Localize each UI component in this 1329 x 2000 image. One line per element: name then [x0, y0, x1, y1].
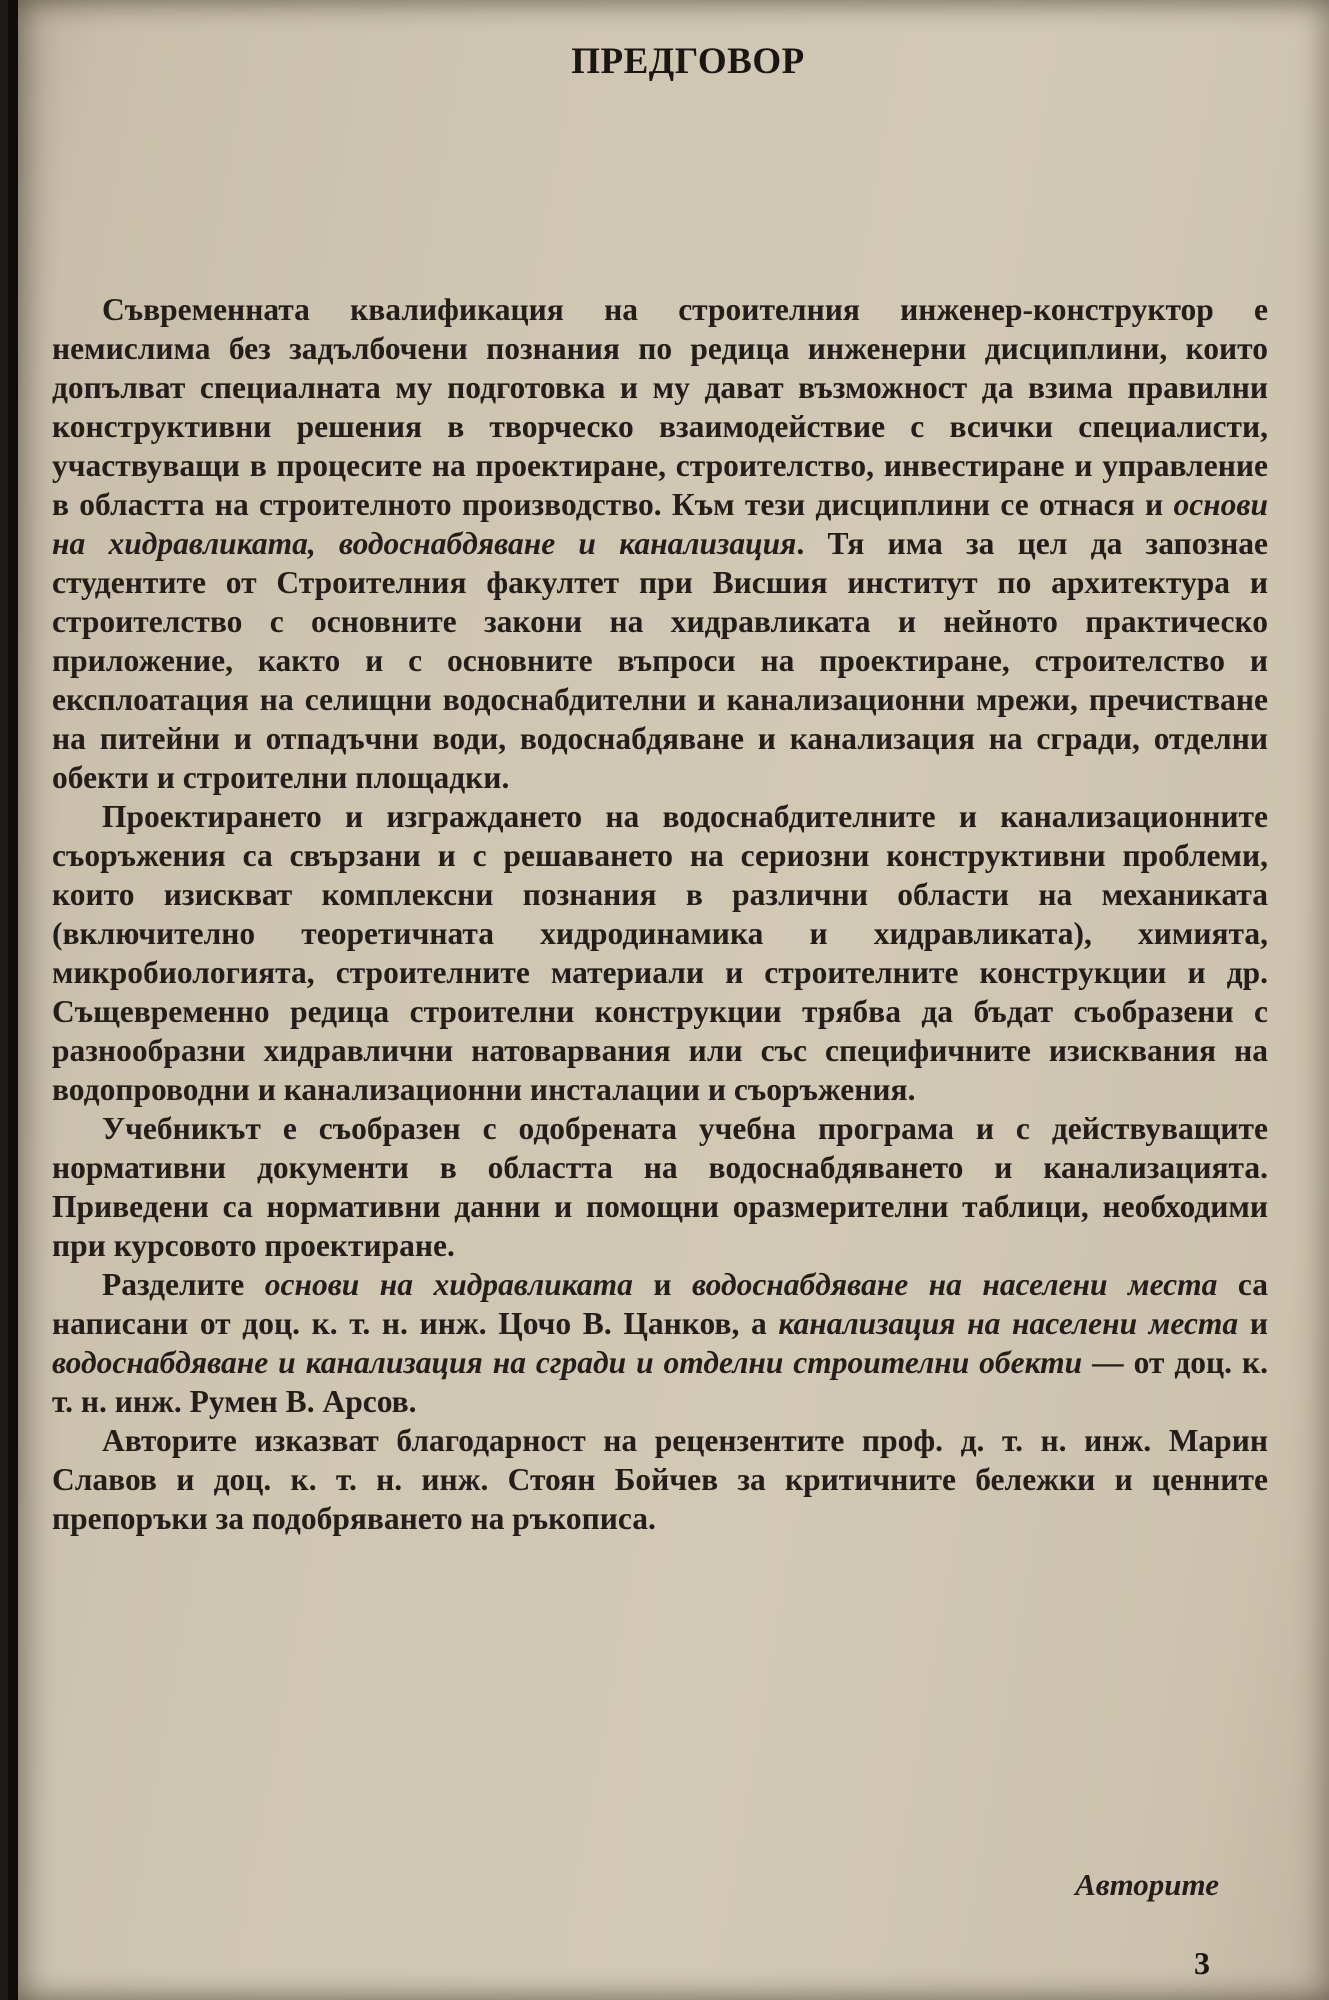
- text-run: Съвременната квалификация на строителния инженер-конструктор е немислима без задълбочени познания по редица инженерни дисциплини, които допълват специалната му подготовка и му дават възможност да взима правилни конструктивни решения в творческо взаимодействие с всички специалисти, участвуващи в процесите на проектиране, строителство, инвестиране и управление в областта на строителното производство. Към тези дисциплини се отнася и: [52, 292, 1268, 522]
- text-run: — от доц. к. т. н. инж. Румен В. Арсов.: [52, 1345, 1268, 1419]
- italic-term: водоснабдяване и канализация на сгради и отделни строителни обекти: [52, 1345, 1083, 1380]
- signature: Авторите: [1075, 1867, 1219, 1902]
- text-run: и: [632, 1267, 692, 1302]
- preface-text: [52, 290, 1268, 1538]
- book-page: [8, 0, 1329, 2000]
- italic-term: водоснабдяване на населени места: [691, 1267, 1218, 1302]
- text-run: Разделите: [102, 1267, 265, 1302]
- book-gutter: [8, 0, 18, 2000]
- text-run: Проектирането и изграждането на водоснабдителните и канализационните съоръжения са свързани и с решаването на сериозни конструктивни проблеми, които изискват комплексни познания в различни области на механиката (включително теоретичната хидродинамика и хидравликата), химията, микробиологията, строителните материали и строителните конструкции и др. Същевременно редица строителни конструкции трябва да бъдат съобразени с разнообразни хидравлични натоварвания или със специфичните изисквания на водопроводни и канализационни инсталации и съоръжения.: [52, 799, 1268, 1107]
- italic-term: канализация на населени места: [778, 1306, 1239, 1341]
- paragraph: [52, 290, 1268, 797]
- italic-term: основи на хидравликата: [264, 1267, 633, 1302]
- page-heading: ПРЕДГОВОР: [571, 41, 805, 82]
- italic-term: основи на хидравликата, водоснабдяване и канализация: [52, 487, 1268, 561]
- paragraph: [52, 1109, 1268, 1265]
- paragraph: [52, 1421, 1268, 1538]
- text-run: и: [1238, 1306, 1268, 1341]
- text-run: Учебникът е съобразен с одобрената учебна програма и с действуващите нормативни документи в областта на водоснабдяването и канализацията. Приведени са нормативни данни и помощни оразмерителни таблици, необходими при курсовото проектиране.: [52, 1111, 1268, 1263]
- text-run: Авторите изказват благодарност на рецензентите проф. д. т. н. инж. Марин Славов и доц. к. т. н. инж. Стоян Бойчев за критичните бележки и ценните препоръки за подобряването на ръкописа.: [52, 1423, 1268, 1536]
- text-run: . Тя има за цел да запознае студентите от Строителния факултет при Висшия институт по архитектура и строителство с основните закони на хидравликата и нейното практическо приложение, както и с основните въпроси на проектиране, строителство и експлоатация на селищни водоснабдителни и канализационни мрежи, пречистване на питейни и отпадъчни води, водоснабдяване и канализация на сгради, отделни обекти и строителни площадки.: [52, 526, 1268, 795]
- page-number: 3: [1194, 1945, 1210, 1981]
- paragraph: [52, 1265, 1268, 1421]
- text-run: са написани от доц. к. т. н. инж. Цочо В. Цанков, а: [52, 1267, 1268, 1341]
- paragraph: [52, 797, 1268, 1109]
